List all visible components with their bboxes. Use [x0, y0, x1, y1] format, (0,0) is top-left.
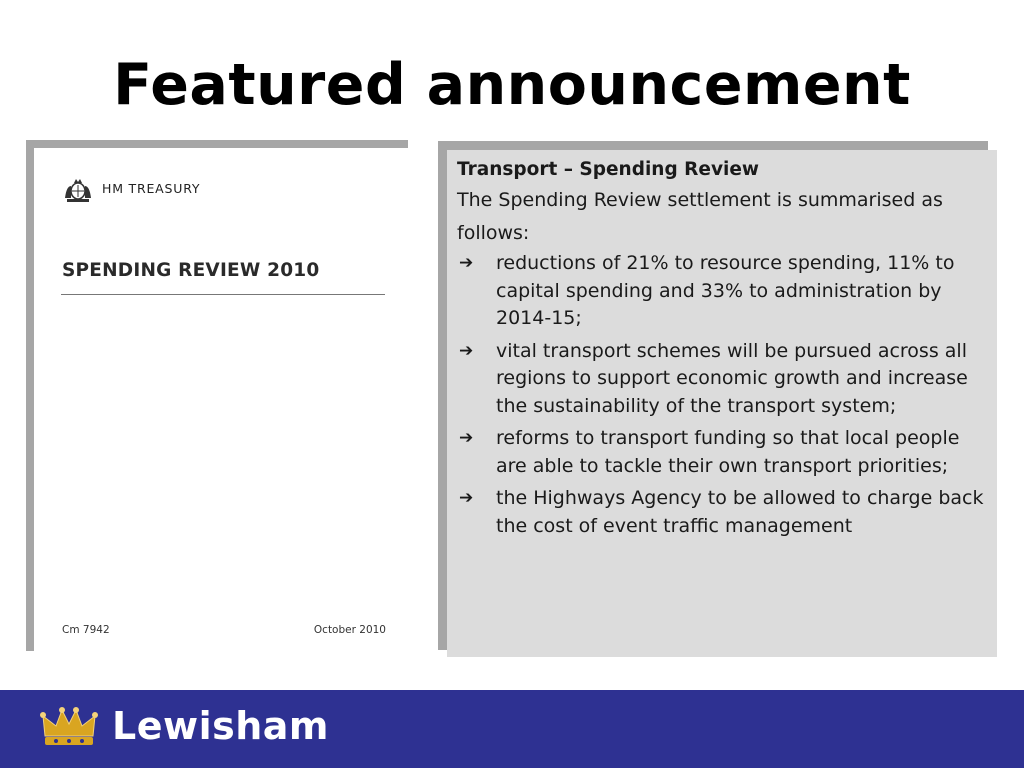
- arrow-bullet-icon: ➔: [459, 253, 474, 273]
- bullet-item: [457, 338, 987, 421]
- bullet-item: [457, 250, 987, 333]
- bullet-item: [457, 485, 987, 540]
- slide-title: Featured announcement: [113, 52, 911, 118]
- bullet-list: [457, 250, 987, 540]
- arrow-bullet-icon: ➔: [459, 488, 474, 508]
- arrow-bullet-icon: ➔: [459, 428, 474, 448]
- card-heading: Transport – Spending Review: [457, 159, 759, 180]
- bullet-item: [457, 425, 987, 480]
- card-intro: The Spending Review settlement is summarised as follows:: [457, 189, 943, 244]
- brand-name: Lewisham: [112, 704, 330, 748]
- bullet-text: the Highways Agency to be allowed to charge back the cost of event traffic management: [496, 487, 984, 537]
- crown-icon: [40, 706, 98, 748]
- bullet-text: vital transport schemes will be pursued across all regions to support economic growth and increase the sustainability of the transport system;: [496, 339, 968, 417]
- document-title: SPENDING REVIEW 2010: [62, 260, 320, 281]
- document-reference: Cm 7942: [62, 624, 110, 636]
- bullet-text: reductions of 21% to resource spending, 11% to capital spending and 33% to administration by 2014-15;: [496, 252, 955, 329]
- royal-crest-icon: [62, 176, 94, 204]
- footer-bar: [0, 690, 1024, 768]
- document-cover: [34, 148, 408, 651]
- arrow-bullet-icon: ➔: [459, 340, 474, 361]
- department-name: HM TREASURY: [102, 181, 201, 196]
- title-rule: [61, 294, 385, 295]
- announcement-card: [447, 150, 997, 657]
- document-date: October 2010: [313, 624, 386, 636]
- bullet-text: reforms to transport funding so that local people are able to tackle their own transport priorities;: [496, 427, 960, 477]
